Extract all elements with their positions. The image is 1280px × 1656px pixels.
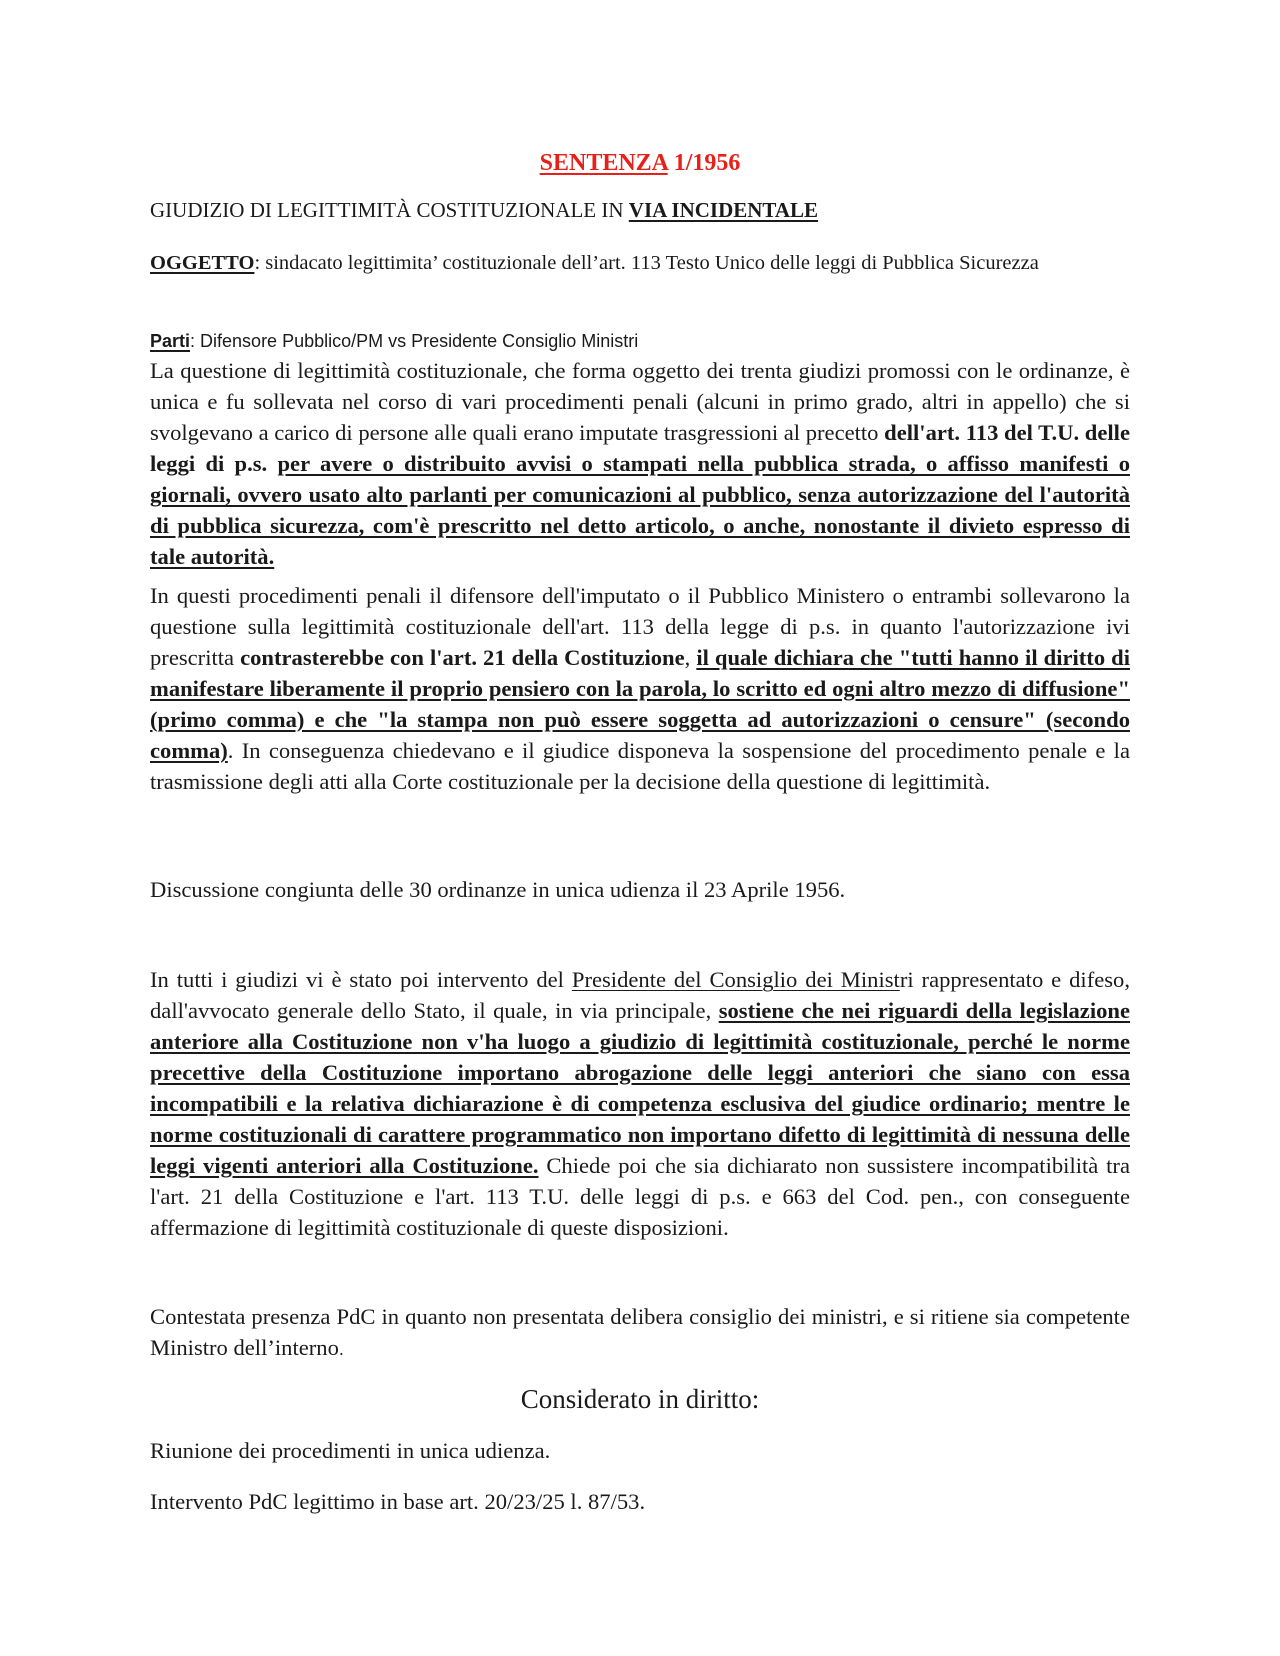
paragraph-2 xyxy=(150,580,1130,797)
p4-bold-underlined: sostiene che nei riguardi della legislazione anteriore alla Costituzione non v'ha luogo a giudizio di legittimità costituzionale, perché le norme precettive della Costituzione importano abrogazione delle leggi anteriori che siano con essa incompatibili e la relativa dichiarazione è di competenza esclusiva del giudice ordinario; mentre le norme costituzionali di carattere programmatico non importano difetto di legittimità di nessuna delle leggi vigenti anteriori alla Costituzione. xyxy=(150,998,1130,1178)
paragraph-7 xyxy=(150,1486,1130,1517)
parti-text: : Difensore Pubblico/PM vs Presidente Consiglio Ministri xyxy=(190,331,639,351)
p5-end: . xyxy=(338,1339,344,1359)
paragraph-4 xyxy=(150,964,1130,1243)
p2-normal-2: . In conseguenza chiedevano e il giudice disponeva la sospensione del procedimento penale e la trasmissione degli atti alla Corte costituzionale per la decisione della questione di legittimità. xyxy=(150,738,1130,794)
p2-bold-underlined: il quale dichiara che "tutti hanno il diritto di manifestare liberamente il proprio pensiero con la parola, lo scritto ed ogni altro mezzo di diffusione" (primo comma) e che "la stampa non può essere soggetta ad autorizzazioni o censure" (secondo comma) xyxy=(150,645,1131,763)
paragraph-1 xyxy=(150,355,1130,572)
p2-comma: , xyxy=(684,645,697,670)
oggetto-line xyxy=(150,249,1130,278)
section-heading: Considerato in diritto: xyxy=(520,1384,760,1414)
subtitle-prefix: GIUDIZIO DI LEGITTIMITÀ COSTITUZIONALE IN xyxy=(150,198,629,222)
paragraph-6 xyxy=(150,1435,1130,1466)
p3-text: Discussione congiunta delle 30 ordinanze in unica udienza il 23 Aprile 1956. xyxy=(150,877,846,902)
paragraph-3 xyxy=(150,874,1130,905)
parti-line xyxy=(150,328,638,354)
title-number: 1/1956 xyxy=(667,150,741,176)
p2-normal-1: In questi procedimenti penali il difensore dell'imputato o il Pubblico Ministero o entrambi sollevarono la questione sulla legittimità costituzionale dell'art. 113 della legge di p.s. in quanto l'autorizzazione ivi prescritta xyxy=(150,583,1130,670)
p6-text: Riunione dei procedimenti in unica udienza. xyxy=(150,1438,551,1463)
document-title xyxy=(150,148,1130,178)
p1-bold: dell'art. 113 del T.U. delle leggi di p.s. xyxy=(150,420,1130,476)
oggetto-text: : sindacato legittimita’ costituzionale dell’art. 113 Testo Unico delle leggi di Pubblica Sicurezza xyxy=(254,252,1039,274)
parti-label: Parti xyxy=(150,331,191,351)
p2-bold: contrasterebbe con l'art. 21 della Costituzione xyxy=(240,645,685,670)
subtitle-bold: VIA INCIDENTALE xyxy=(628,198,819,222)
paragraph-5 xyxy=(150,1301,1130,1365)
p4-normal-1: In tutti i giudizi vi è stato poi intervento del xyxy=(150,967,572,992)
document-subtitle xyxy=(150,196,818,224)
p1-space xyxy=(267,451,277,476)
oggetto-label: OGGETTO xyxy=(150,252,255,274)
title-word: SENTENZA xyxy=(539,150,668,176)
p4-normal-3: Chiede poi che sia dichiarato non sussistere incompatibilità tra l'art. 21 della Costituzione e l'art. 113 T.U. delle leggi di p.s. e 663 del Cod. pen., con conseguente affermazione di legittimità costituzionale di queste disposizioni. xyxy=(150,1153,1130,1240)
p1-normal: La questione di legittimità costituzionale, che forma oggetto dei trenta giudizi promossi con le ordinanze, è unica e fu sollevata nel corso di vari procedimenti penali (alcuni in primo grado, altri in appello) che si svolgevano a carico di persone alle quali erano imputate trasgressioni al precetto xyxy=(150,358,1130,445)
p5-text: Contestata presenza PdC in quanto non presentata delibera consiglio dei ministri, e si ritiene sia competente Ministro dell’interno xyxy=(150,1304,1130,1360)
p7-text: Intervento PdC legittimo in base art. 20/23/25 l. 87/53. xyxy=(150,1489,646,1514)
p4-normal-2: ri rappresentato e difeso, dall'avvocato generale dello Stato, il quale, in via principale, xyxy=(150,967,1131,1023)
p4-underlined: Presidente del Consiglio dei Minist xyxy=(571,967,900,992)
p1-bold-underlined: per avere o distribuito avvisi o stampati nella pubblica strada, o affisso manifesti o giornali, ovvero usato alto parlanti per comunicazioni al pubblico, senza autorizzazione del l'autorità di pubblica sicurezza, com'è prescritto nel detto articolo, o anche, nonostante il divieto espresso di tale autorità. xyxy=(150,451,1130,569)
